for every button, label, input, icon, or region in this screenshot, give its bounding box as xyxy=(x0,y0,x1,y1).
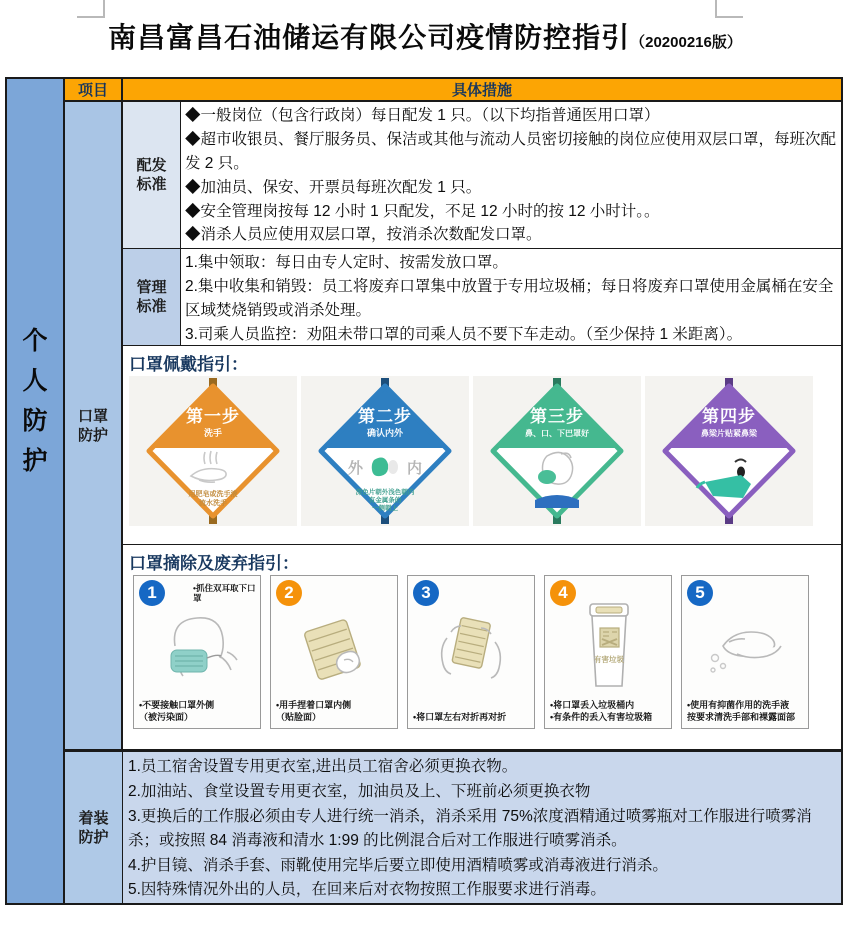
hold-mask-icon xyxy=(284,602,384,694)
removal-notes: •用手捏着口罩内侧 （贴脸面） xyxy=(276,700,352,722)
page-title: 南昌富昌石油储运有限公司疫情防控指引 xyxy=(108,22,631,53)
step-number-badge: 1 xyxy=(139,580,165,606)
wear-step-tile-4 xyxy=(645,376,813,526)
fold-mask-icon xyxy=(421,602,521,696)
distribution-standard-content xyxy=(181,102,841,248)
title-version: （20200216版） xyxy=(630,34,742,51)
step-title: 第四步 xyxy=(702,407,756,427)
svg-text:有害垃圾: 有害垃圾 xyxy=(594,655,624,665)
mgmt-item: 3.司乘人员监控：劝阻未带口罩的司乘人员不要下车走动。（至少保持 1 米距离）。 xyxy=(185,325,743,343)
header-measures: 具体措施 xyxy=(451,82,512,100)
wash-hands-icon xyxy=(693,602,797,692)
step-caption: 用肥皂或洗手液 流水洗手 xyxy=(188,491,238,507)
step4-diamond-icon xyxy=(659,378,799,524)
wear-step-tile-2 xyxy=(301,376,469,526)
person-protection-label: 个人防护 xyxy=(22,327,48,475)
dist-item: ◆加油员、保安、开票员每班次配发 1 只。 xyxy=(185,178,482,196)
wear-guide-title: 口罩佩戴指引： xyxy=(129,355,248,375)
cell-mask-protection xyxy=(65,102,123,749)
mask-protection-label: 口罩防护 xyxy=(77,407,108,444)
clothing-protection-label: 着装防护 xyxy=(78,809,109,846)
step-number-badge: 3 xyxy=(413,580,439,606)
step-subtitle: 确认内外 xyxy=(366,428,403,439)
step-subtitle: 洗手 xyxy=(203,428,222,439)
clothing-protection-content xyxy=(123,752,841,903)
clothing-item: 4.护目镜、消杀手套、雨靴使用完毕后要立即使用酒精喷雾或消毒液进行消杀。 xyxy=(128,856,668,874)
mask-removal-guide-row xyxy=(123,545,841,749)
management-standard-row xyxy=(123,249,841,346)
step-subtitle: 鼻梁片贴紧鼻梁 xyxy=(701,429,757,439)
table-header-row xyxy=(65,79,841,102)
removal-guide-title: 口罩摘除及废弃指引： xyxy=(129,554,299,574)
management-standard-content xyxy=(181,249,841,345)
mask-inout-icon: 外 内 xyxy=(347,459,423,477)
step-caption: 深色片朝外浅色朝内 有金属条的 一侧朝上 xyxy=(355,489,415,513)
dist-item: ◆消杀人员应使用双层口罩，按消杀次数配发口罩。 xyxy=(185,226,542,244)
dist-item: ◆超市收银员、餐厅服务员、保洁或其他与流动人员密切接触的岗位应使用双层口罩，每班次配发 2 只。 xyxy=(185,131,837,173)
cell-person-protection xyxy=(7,79,65,903)
mask-wear-guide-row xyxy=(123,346,841,545)
step-title: 第一步 xyxy=(186,407,240,427)
wear-step-tile-3 xyxy=(473,376,641,526)
trash-bin-icon xyxy=(558,598,658,694)
clothing-item: 1.员工宿舍设置专用更衣室,进出员工宿舍必须更换衣物。 xyxy=(128,758,518,776)
step-subtitle: 鼻、口、下巴罩好 xyxy=(525,429,589,439)
guideline-table xyxy=(5,77,843,905)
removal-card-2 xyxy=(270,575,398,729)
removal-card-5 xyxy=(681,575,809,729)
removal-notes: •使用有抑菌作用的洗手液 按要求清洗手部和裸露面部 xyxy=(687,700,796,722)
step3-diamond-icon xyxy=(487,378,627,524)
wear-step-tile-1 xyxy=(129,376,297,526)
step-number-badge: 4 xyxy=(550,580,576,606)
removal-note-top: •抓住双耳取下口罩 xyxy=(193,583,256,604)
remove-mask-icon xyxy=(147,606,247,692)
removal-card-4 xyxy=(544,575,672,729)
clothing-item: 5.因特殊情况外出的人员，在回来后对衣物按照工作服要求进行消毒。 xyxy=(128,881,606,899)
cell-clothing-protection xyxy=(65,752,123,903)
distribution-standard-label: 配发标准 xyxy=(136,157,167,194)
dist-item: ◆一般岗位（包含行政岗）每日配发 1 只。（以下均指普通医用口罩） xyxy=(185,107,660,125)
step-title: 第三步 xyxy=(530,407,584,427)
clothing-item: 2.加油站、食堂设置专用更衣室，加油员及上、下班前必须更换衣物 xyxy=(128,783,591,801)
mgmt-item: 2.集中收集和销毁：员工将废弃口罩集中放置于专用垃圾桶；每日将废弃口罩使用金属桶在安全区域焚烧销毁或消杀处理。 xyxy=(185,278,834,320)
cell-distribution-standard xyxy=(123,102,181,248)
page-title-block xyxy=(0,16,850,56)
removal-card-1 xyxy=(133,575,261,729)
header-project: 项目 xyxy=(65,79,123,100)
step-number-badge: 5 xyxy=(687,580,713,606)
removal-notes: •不要接触口罩外侧 （被污染面） xyxy=(139,700,215,722)
clothing-protection-section xyxy=(65,749,841,903)
dist-item: ◆安全管理岗按每 12 小时 1 只配发，不足 12 小时的按 12 小时计。。 xyxy=(185,202,660,220)
distribution-standard-row xyxy=(123,102,841,249)
mask-protection-section xyxy=(65,102,841,749)
step-title: 第二步 xyxy=(358,407,412,427)
clothing-item: 3.更换后的工作服必须由专人进行统一消杀，消杀采用 75%浓度酒精通过喷雾瓶对工作服进行喷雾消杀；或按照 84 消毒液和清水 1:99 的比例混合后对工作服进行喷雾消杀。 xyxy=(128,807,812,850)
cell-management-standard xyxy=(123,249,181,345)
mgmt-item: 1.集中领取：每日由专人定时、按需发放口罩。 xyxy=(185,254,508,272)
management-standard-label: 管理标准 xyxy=(136,279,167,316)
removal-card-3 xyxy=(407,575,535,729)
removal-notes: •将口罩左右对折再对折 xyxy=(413,711,507,722)
step-number-badge: 2 xyxy=(276,580,302,606)
removal-notes: •将口罩丢入垃圾桶内 •有条件的丢入有害垃圾箱 xyxy=(550,700,653,722)
